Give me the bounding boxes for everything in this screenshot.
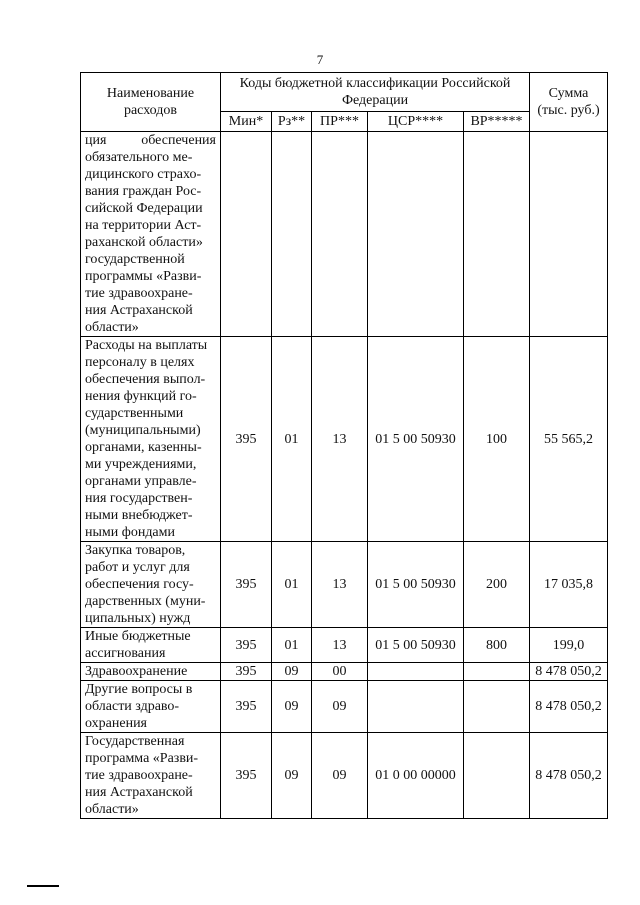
row-vr bbox=[464, 663, 530, 681]
row-rz bbox=[272, 132, 312, 337]
header-rz: Рз** bbox=[272, 112, 312, 132]
budget-table bbox=[80, 72, 608, 819]
row-sum bbox=[530, 132, 608, 337]
row-name: Иные бюджетные ассигнования bbox=[81, 628, 221, 663]
table-row bbox=[81, 663, 608, 681]
row-rz: 01 bbox=[272, 337, 312, 542]
row-csr: 01 5 00 50930 bbox=[368, 337, 464, 542]
row-pr: 13 bbox=[312, 628, 368, 663]
row-min: 395 bbox=[221, 337, 272, 542]
row-sum: 17 035,8 bbox=[530, 542, 608, 628]
table-row bbox=[81, 542, 608, 628]
row-min: 395 bbox=[221, 663, 272, 681]
row-sum: 55 565,2 bbox=[530, 337, 608, 542]
row-rz: 09 bbox=[272, 733, 312, 819]
row-pr: 09 bbox=[312, 681, 368, 733]
footer-rule bbox=[27, 885, 59, 887]
row-pr: 09 bbox=[312, 733, 368, 819]
row-pr: 13 bbox=[312, 542, 368, 628]
row-pr: 00 bbox=[312, 663, 368, 681]
row-csr: 01 5 00 50930 bbox=[368, 542, 464, 628]
row-name: Расходы на выплаты персоналу в целях обеспечения выпол- нения функций го- сударственными (муниципальными) органами, казенны- ми учреждениями, органами управле- ния государствен- ными внебюджет- ными фондами bbox=[81, 337, 221, 542]
row-vr: 800 bbox=[464, 628, 530, 663]
row-csr bbox=[368, 681, 464, 733]
row-vr: 200 bbox=[464, 542, 530, 628]
header-min: Мин* bbox=[221, 112, 272, 132]
row-name: Другие вопросы в области здраво- охранения bbox=[81, 681, 221, 733]
row-min: 395 bbox=[221, 542, 272, 628]
row-csr bbox=[368, 132, 464, 337]
row-name: Закупка товаров, работ и услуг для обеспечения госу- дарственных (муни- ципальных) нужд bbox=[81, 542, 221, 628]
row-csr: 01 5 00 50930 bbox=[368, 628, 464, 663]
row-sum: 8 478 050,2 bbox=[530, 733, 608, 819]
header-sum: Сумма (тыс. руб.) bbox=[530, 73, 608, 132]
row-csr bbox=[368, 663, 464, 681]
header-csr: ЦСР**** bbox=[368, 112, 464, 132]
page-number: 7 bbox=[316, 52, 324, 67]
table-row bbox=[81, 681, 608, 733]
row-rz: 09 bbox=[272, 681, 312, 733]
table-row bbox=[81, 132, 608, 337]
row-name: Здравоохранение bbox=[81, 663, 221, 681]
table-row bbox=[81, 733, 608, 819]
header-vr: ВР***** bbox=[464, 112, 530, 132]
row-rz: 01 bbox=[272, 542, 312, 628]
row-pr: 13 bbox=[312, 337, 368, 542]
row-min bbox=[221, 132, 272, 337]
header-pr: ПР*** bbox=[312, 112, 368, 132]
row-vr: 100 bbox=[464, 337, 530, 542]
row-min: 395 bbox=[221, 681, 272, 733]
row-min: 395 bbox=[221, 628, 272, 663]
row-sum: 8 478 050,2 bbox=[530, 663, 608, 681]
table-row bbox=[81, 628, 608, 663]
header-name: Наименование расходов bbox=[81, 73, 221, 132]
row-rz: 01 bbox=[272, 628, 312, 663]
row-min: 395 bbox=[221, 733, 272, 819]
row-name: Государственная программа «Разви- тие здравоохране- ния Астраханской области» bbox=[81, 733, 221, 819]
row-sum: 199,0 bbox=[530, 628, 608, 663]
row-sum: 8 478 050,2 bbox=[530, 681, 608, 733]
row-pr bbox=[312, 132, 368, 337]
row-csr: 01 0 00 00000 bbox=[368, 733, 464, 819]
header-row-top bbox=[81, 73, 608, 112]
table-row bbox=[81, 337, 608, 542]
row-name: ция обеспечения обязательного ме- дицинского страхо- вания граждан Рос- сийской Федерации на территории Аст- раханской области» государственной программы «Разви- тие здравоохране- ния Астраханской области» bbox=[81, 132, 221, 337]
row-vr bbox=[464, 681, 530, 733]
row-vr bbox=[464, 733, 530, 819]
header-codes-group: Коды бюджетной классификации Российской Федерации bbox=[221, 73, 530, 112]
row-vr bbox=[464, 132, 530, 337]
row-rz: 09 bbox=[272, 663, 312, 681]
